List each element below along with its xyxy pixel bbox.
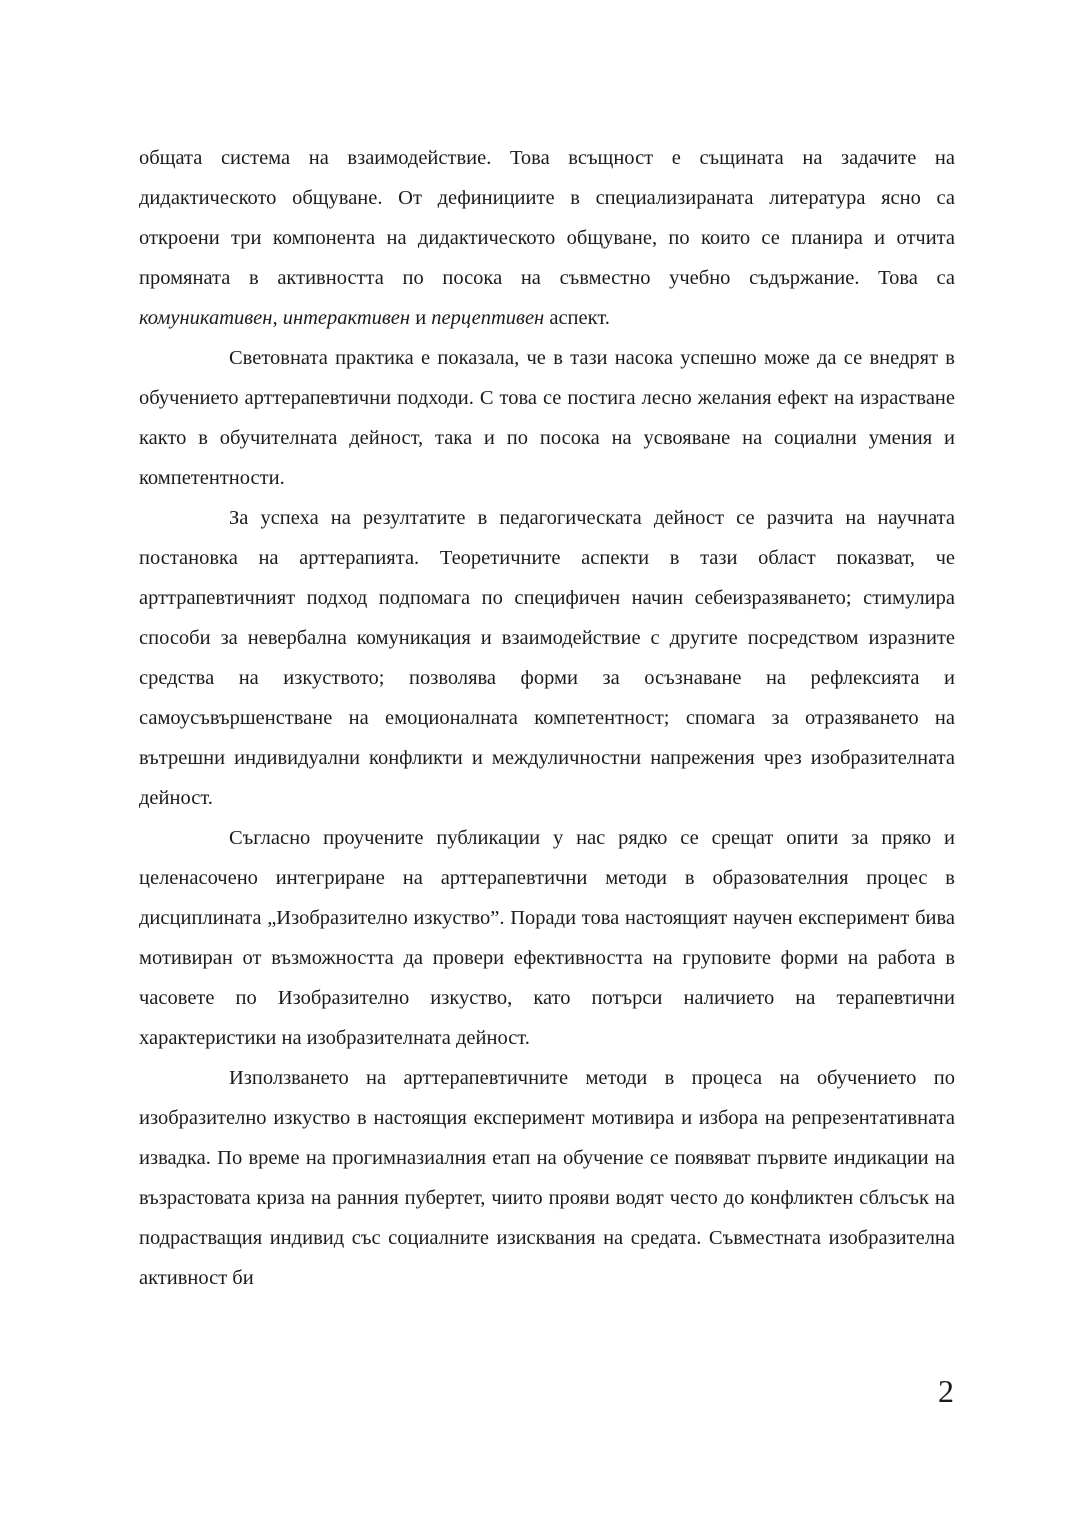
paragraph-4: Съгласно проучените публикации у нас рядко се срещат опити за пряко и целенасочено интегриране на арттерапевтични методи в образователния процес в дисциплината „Изобразително изкуство”. Поради това настоящият научен експеримент бива мотивиран от възможността да провери ефективността на груповите форми на работа в часовете по Изобразително изкуство, като потърси наличието на терапевтични характеристики на изобразителната дейност. — [139, 827, 955, 1049]
paragraph-1-text-b: аспект. — [544, 307, 610, 329]
paragraph-1-comma: , — [272, 307, 283, 329]
term-communicative: комуникативен — [139, 307, 273, 329]
page-number: 2 — [938, 1373, 954, 1409]
paragraph-1 — [139, 138, 955, 338]
document-body — [139, 138, 955, 1298]
term-interactive: интерактивен — [282, 307, 411, 329]
paragraph-3: За успеха на резултатите в педагогическата дейност се разчита на научната постановка на арттерапията. Теоретичните аспекти в тази област показват, че арттрапевтичният подход подпомага по специфичен начин себеизразяването; стимулира способи за невербална комуникация и взаимодействие с другите посредством изразните средства на изкуството; позволява форми за осъзнаване на рефлексията и самоусъвършенстване на емоционалната компетентност; спомага за отразяването на вътрешни индивидуални конфликти и междуличностни напрежения чрез изобразителната дейност. — [139, 507, 955, 809]
paragraph-1-text-a: общата система на взаимодействие. Това всъщност е същината на задачите на дидактическото общуване. От дефинициите в специализираната литература ясно са откроени три компонента на дидактическото общуване, по които се планира и отчита промяната в активността по посока на съвместно учебно съдържание. Това са — [139, 147, 955, 289]
paragraph-1-and: и — [410, 307, 432, 329]
paragraph-2: Световната практика е показала, че в тази насока успешно може да се внедрят в обучението арттерапевтични подходи. С това се постига лесно желания ефект на израстване както в обучителната дейност, така и по посока на усвояване на социални умения и компетентности. — [139, 347, 955, 489]
paragraph-5: Използването на арттерапевтичните методи в процеса на обучението по изобразително изкуство в настоящия експеримент мотивира и избора на репрезентативната извадка. По време на прогимназиалния етап на обучение се появяват първите индикации на възрастовата криза на ранния пубертет, чиито прояви водят често до конфликтен сблъсък на подрастващия индивид със социалните изисквания на средата. Съвместната изобразителна активност би — [139, 1067, 955, 1289]
term-perceptive: перцептивен — [431, 307, 545, 329]
